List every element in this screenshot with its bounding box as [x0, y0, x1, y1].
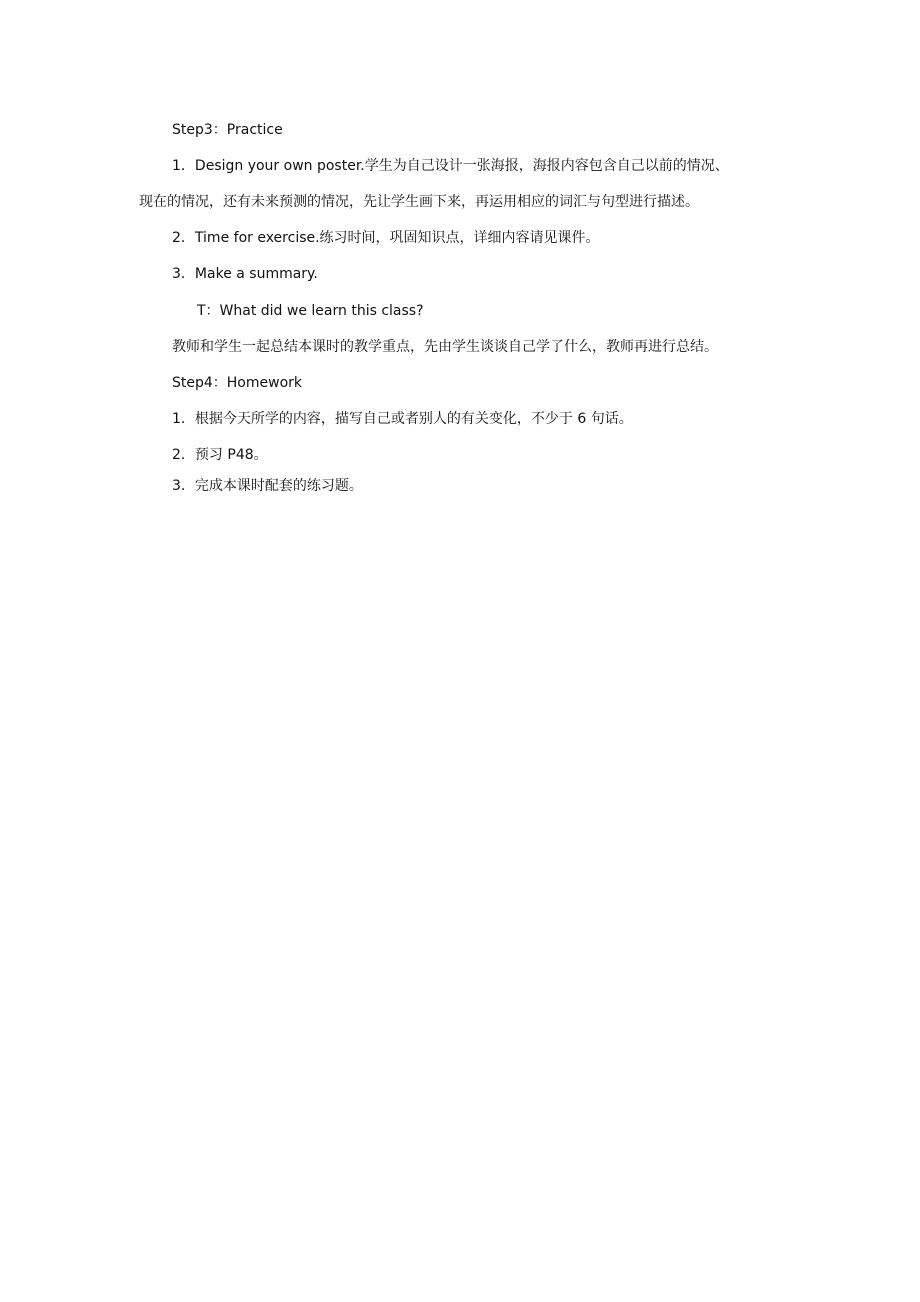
homework-item-3	[172, 477, 363, 495]
item-text: 根据今天所学的内容，描写自己或者别人的有关变化，不少于 6 句话。	[194, 411, 633, 427]
item-text: Make a summary.	[194, 266, 318, 282]
item-number: 3．	[172, 266, 195, 282]
homework-item-1	[172, 410, 633, 428]
homework-item-2	[172, 446, 268, 464]
teacher-question: T：What did we learn this class?	[197, 303, 424, 319]
item-number: 3．	[172, 478, 195, 494]
step3-heading: Step3：Practice	[172, 122, 283, 138]
item-text: Time for exercise.练习时间，巩固知识点，详细内容请见课件。	[194, 230, 600, 246]
item-text: 预习 P48。	[194, 447, 268, 463]
step4-heading: Step4：Homework	[172, 375, 303, 391]
item-number: 1．	[172, 411, 195, 427]
item-number: 2．	[172, 447, 195, 463]
item-number: 1．	[172, 158, 195, 174]
summary-paragraph: 教师和学生一起总结本课时的教学重点，先由学生谈谈自己学了什么，教师再进行总结。	[172, 339, 718, 355]
practice-item-3	[172, 265, 318, 283]
item-number: 2．	[172, 230, 195, 246]
item-text: Design your own poster.学生为自己设计一张海报，海报内容包含自己以前的情况、	[194, 158, 729, 174]
practice-item-2	[172, 229, 600, 247]
practice-item-1	[172, 157, 729, 175]
item-text: 完成本课时配套的练习题。	[194, 478, 363, 494]
practice-item-1-continuation: 现在的情况，还有未来预测的情况，先让学生画下来，再运用相应的词汇与句型进行描述。	[139, 194, 699, 210]
